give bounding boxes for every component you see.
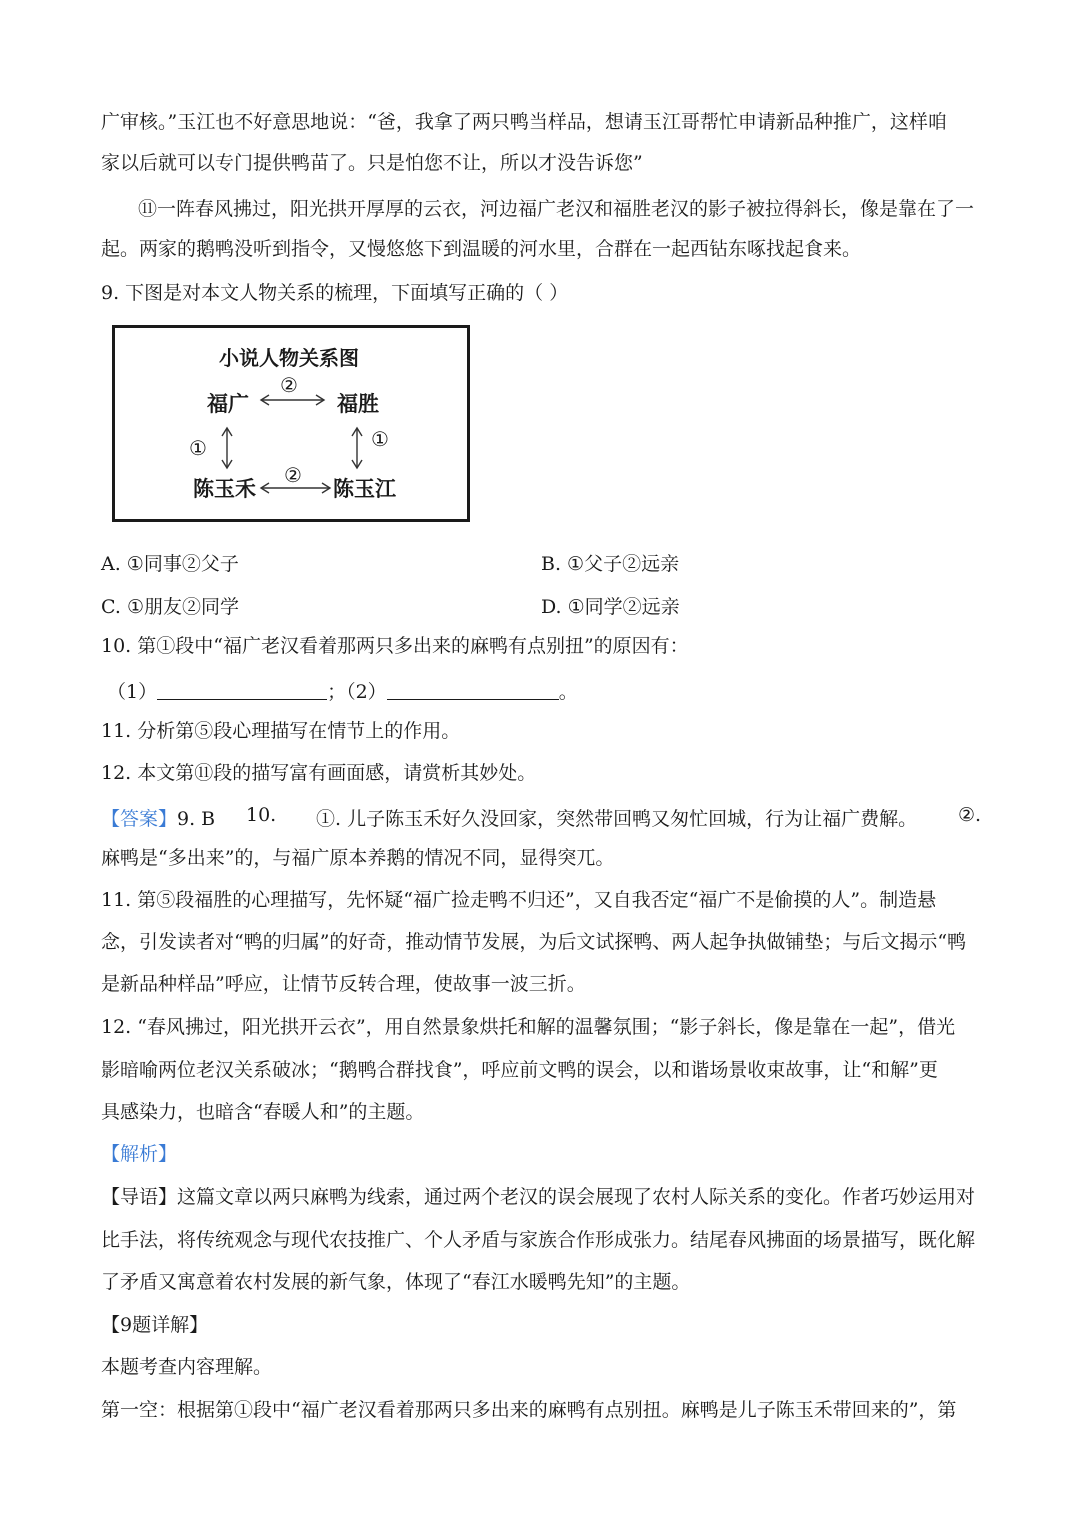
- option-d: D. ①同学②远亲: [541, 596, 680, 618]
- answer-10-line-2: 麻鸭是“多出来”的，与福广原本养鹅的情况不同，显得突兀。: [101, 847, 615, 869]
- diagram-node-chenyuhe: 陈玉禾: [193, 476, 256, 501]
- blank-separator: ；（2）: [327, 681, 387, 703]
- option-c: C. ①朋友②同学: [101, 596, 239, 618]
- answer-9: 9. B: [177, 808, 216, 830]
- relationship-diagram: [112, 325, 470, 522]
- answer-tag: 【答案】: [101, 808, 178, 830]
- passage-line: ⑪一阵春风拂过，阳光拱开厚厚的云衣，河边福广老汉和福胜老汉的影子被拉得斜长，像是靠在了一: [138, 198, 975, 220]
- answer-12-line: 影暗喻两位老汉关系破冰；“鹅鸭合群找食”，呼应前文鸭的误会，以和谐场景收束故事，让“和解”更: [101, 1059, 938, 1081]
- diagram-node-chenyujiang: 陈玉江: [333, 476, 396, 501]
- detail-intro: 本题考查内容理解。: [101, 1356, 273, 1378]
- passage-line: 广审核。”玉江也不好意思地说：“爸，我拿了两只鸭当样品，想请玉江哥帮忙申请新品种推广，这样咱: [101, 111, 947, 133]
- diagram-title: 小说人物关系图: [219, 346, 359, 370]
- guide-line: 比手法，将传统观念与现代农技推广、个人矛盾与家族合作形成张力。结尾春风拂面的场景描写，既化解: [101, 1229, 976, 1251]
- question-12-stem: 12. 本文第⑪段的描写富有画面感，请赏析其妙处。: [101, 762, 537, 784]
- answer-12-line: 具感染力，也暗含“春暖人和”的主题。: [101, 1101, 425, 1123]
- guide-line: 【导语】这篇文章以两只麻鸭为线索，通过两个老汉的误会展现了农村人际关系的变化。作者巧妙运用对: [101, 1186, 976, 1208]
- answer-11-line: 是新品种样品”呼应，让情节反转合理，使故事一波三折。: [101, 973, 586, 995]
- question-10-blanks: [107, 677, 578, 704]
- blank-end: 。: [558, 681, 578, 703]
- answer-10-point-1: ①. 儿子陈玉禾好久没回家，突然带回鸭又匆忙回城，行为让福广费解。: [316, 808, 918, 830]
- answer-11-line: 念，引发读者对“鸭的归属”的好奇，推动情节发展，为后文试探鸭、两人起争执做铺垫；与后文揭示“鸭: [101, 931, 967, 953]
- answer-10-point-2-mark: ②.: [958, 804, 982, 826]
- question-10-stem: 10. 第①段中“福广老汉看着那两只多出来的麻鸭有点别扭”的原因有：: [101, 635, 689, 657]
- option-a: A. ①同事②父子: [101, 553, 239, 575]
- answer-blank-2: [387, 681, 559, 700]
- diagram-label-left: ①: [189, 436, 207, 460]
- question-11-stem: 11. 分析第⑤段心理描写在情节上的作用。: [101, 720, 461, 742]
- passage-line: 起。两家的鹅鸭没听到指令，又慢悠悠下到温暖的河水里，合群在一起西钻东啄找起食来。: [101, 238, 862, 260]
- answer-blank-1: [157, 681, 327, 700]
- question-9-stem: 9. 下图是对本文人物关系的梳理，下面填写正确的（ ）: [101, 282, 569, 304]
- passage-line: 家以后就可以专门提供鸭苗了。只是怕您不让，所以才没告诉您”: [101, 152, 643, 174]
- guide-line: 了矛盾又寓意着农村发展的新气象，体现了“春江水暖鸭先知”的主题。: [101, 1271, 691, 1293]
- detail-title: 【9题详解】: [101, 1314, 209, 1336]
- answer-11-line: 11. 第⑤段福胜的心理描写，先怀疑“福广捡走鸭不归还”，又自我否定“福广不是偷摸的人”。制造悬: [101, 889, 937, 911]
- answer-10-num: 10.: [246, 804, 277, 826]
- detail-first-blank: 第一空：根据第①段中“福广老汉看着那两只多出来的麻鸭有点别扭。麻鸭是儿子陈玉禾带回来的”，第: [101, 1399, 957, 1421]
- blank-prefix: （1）: [107, 681, 158, 703]
- option-b: B. ①父子②远亲: [541, 553, 680, 575]
- analysis-tag: 【解析】: [101, 1143, 178, 1165]
- diagram-node-fuguang: 福广: [207, 391, 249, 416]
- answer-12-line: 12. “春风拂过，阳光拱开云衣”，用自然景象烘托和解的温馨氛围；“影子斜长，像是靠在一起”，借光: [101, 1016, 956, 1038]
- answer-line-1: [101, 804, 215, 831]
- diagram-label-right: ①: [371, 427, 389, 451]
- diagram-label-top: ②: [280, 373, 298, 397]
- diagram-node-fusheng: 福胜: [337, 391, 379, 416]
- diagram-label-bottom: ②: [284, 463, 302, 487]
